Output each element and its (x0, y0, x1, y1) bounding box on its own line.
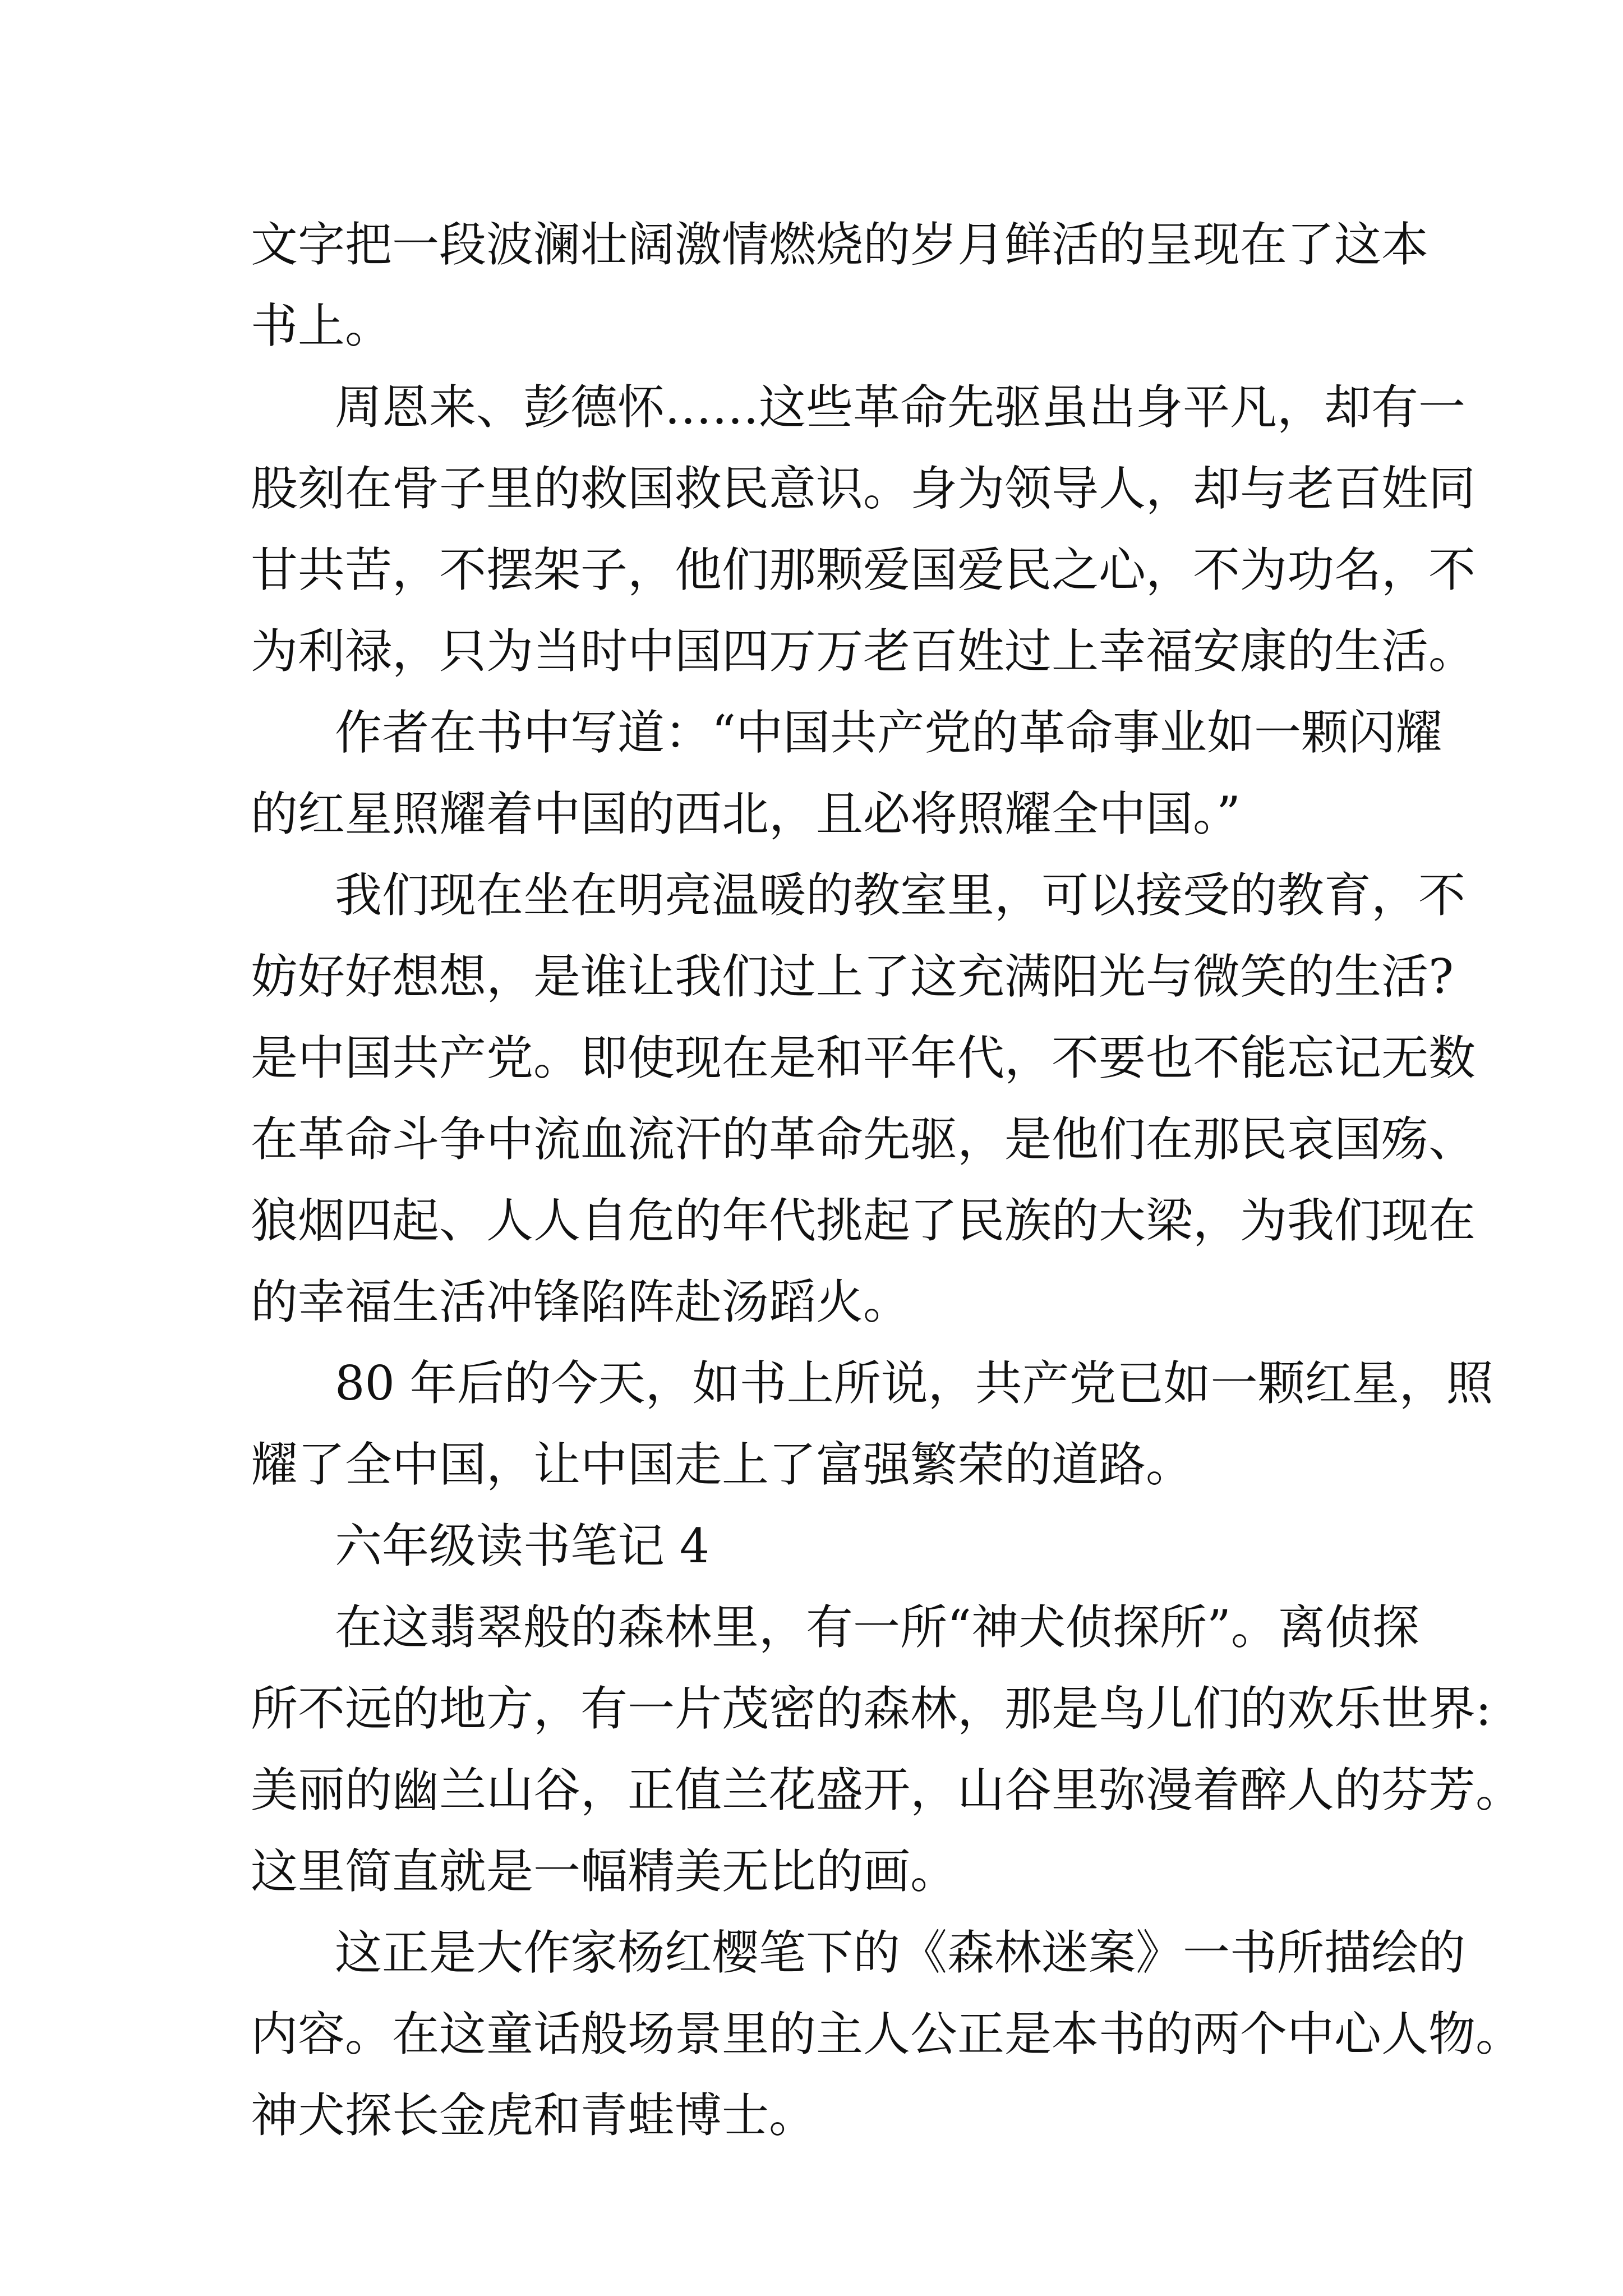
text-line: 文字把一段波澜壮阔激情燃烧的岁月鲜活的呈现在了这本 (251, 217, 1429, 272)
text-line: 在这翡翠般的森林里，有一所“神犬侦探所”。离侦探 (335, 1600, 1419, 1655)
text-line: 的幸福生活冲锋陷阵赴汤蹈火。 (251, 1274, 911, 1329)
text-line: 美丽的幽兰山谷，正值兰花盛开，山谷里弥漫着醉人的芬芳。 (251, 1763, 1523, 1818)
text-line: 内容。在这童话般场景里的主人公正是本书的两个中心人物。 (251, 2007, 1523, 2062)
text-line: 80 年后的今天，如书上所说，共产党已如一颗红星，照 (335, 1356, 1493, 1411)
text-line: 六年级读书笔记 4 (335, 1519, 710, 1573)
document-body (251, 204, 1523, 2156)
text-line: 所不远的地方，有一片茂密的森林，那是鸟儿们的欢乐世界: (251, 1681, 1492, 1736)
text-line: 狼烟四起、人人自危的年代挑起了民族的大梁，为我们现在 (251, 1193, 1476, 1248)
text-line: 的红星照耀着中国的西北，且必将照耀全中国。” (251, 786, 1241, 841)
text-line: 是中国共产党。即使现在是和平年代，不要也不能忘记无数 (251, 1030, 1476, 1085)
text-line: 妨好好想想，是谁让我们过上了这充满阳光与微笑的生活? (251, 949, 1454, 1004)
text-line: 甘共苦，不摆架子，他们那颗爱国爱民之心，不为功名，不 (251, 542, 1476, 597)
text-line: 这里简直就是一幅精美无比的画。 (251, 1844, 958, 1899)
text-line: 书上。 (251, 298, 393, 353)
text-line: 我们现在坐在明亮温暖的教室里，可以接受的教育，不 (335, 868, 1466, 923)
text-line: 周恩来、彭德怀……这些革命先驱虽出身平凡，却有一 (335, 380, 1466, 435)
text-line: 为利禄，只为当时中国四万万老百姓过上幸福安康的生活。 (251, 624, 1476, 679)
text-line: 这正是大作家杨红樱笔下的《森林迷案》一书所描绘的 (335, 1925, 1466, 1980)
text-line: 作者在书中写道：“中国共产党的革命事业如一颗闪耀 (335, 705, 1442, 760)
text-line: 股刻在骨子里的救国救民意识。身为领导人，却与老百姓同 (251, 461, 1476, 516)
text-line: 在革命斗争中流血流汗的革命先驱，是他们在那民哀国殇、 (251, 1112, 1476, 1167)
text-line: 耀了全中国，让中国走上了富强繁荣的道路。 (251, 1437, 1193, 1492)
text-line: 神犬探长金虎和青蛙博士。 (251, 2088, 817, 2143)
